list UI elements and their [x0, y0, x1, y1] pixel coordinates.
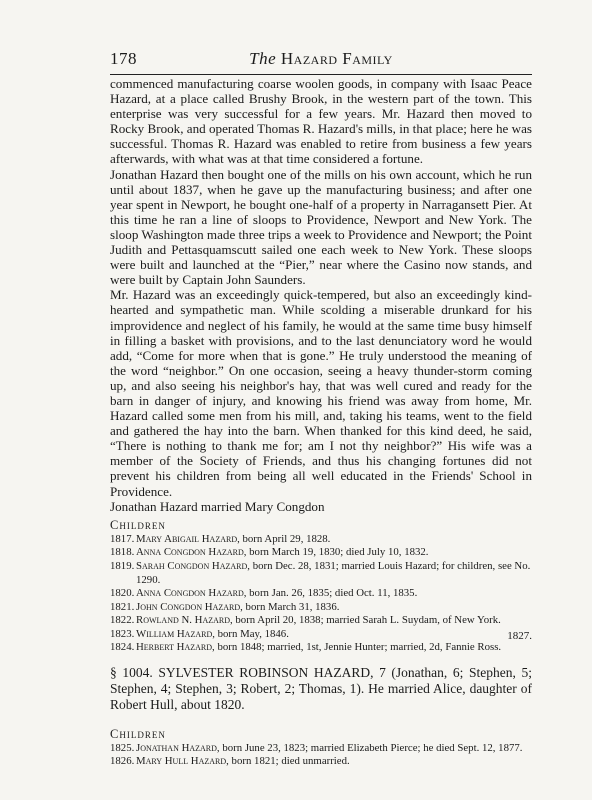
paragraph-4: Jonathan Hazard married Mary Congdon	[110, 498, 325, 514]
list-item: 1819. Sarah Congdon Hazard, born Dec. 28, 1831; married Louis Hazard; for children, see No.	[110, 559, 531, 572]
running-title	[110, 49, 532, 69]
list-item: 1823. William Hazard, born May, 1846.	[110, 627, 289, 640]
catchword: 1827.	[507, 630, 532, 642]
paragraph-1: commenced manufacturing coarse woolen goods, in company with Isaac Peace Hazard, at a place called Brushy Brook, in the western part of the town. This enterprise was very successful for a few years. Mr. Hazard then moved to Rocky Brook, and operated Thomas R. Hazard's mills, in that place; here he was successful. Thomas R. Hazard was enabled to retire from business a few years afterwards, with what was at that time considered a fortune.	[110, 76, 532, 167]
list-item-continuation: 1290.	[136, 573, 161, 586]
list-item: 1818. Anna Congdon Hazard, born March 19, 1830; died July 10, 1832.	[110, 546, 429, 559]
header-rule	[110, 74, 532, 75]
running-header	[110, 49, 532, 71]
genealogy-entry-1004: § 1004. SYLVESTER ROBINSON HAZARD, 7 (Jonathan, 6; Stephen, 5; Stephen, 4; Stephen, 3; Robert, 2; Thomas, 1). He married Alice, daughter of Robert Hull, about 1820.	[110, 665, 532, 713]
list-item: 1817. Mary Abigail Hazard, born April 29, 1828.	[110, 532, 331, 545]
children-list-1	[110, 533, 532, 655]
running-title-the: The	[249, 49, 277, 68]
running-title-rest: Hazard Family	[280, 49, 393, 68]
page-body	[110, 76, 532, 769]
children-list-2	[110, 742, 532, 769]
list-item: 1826. Mary Hull Hazard, born 1821; died unmarried.	[110, 755, 350, 768]
list-item: 1825. Jonathan Hazard, born June 23, 1823; married Elizabeth Pierce; he died Sept. 12, 1877.	[110, 741, 523, 754]
children-heading-1: Children	[110, 517, 166, 532]
list-item: 1822. Rowland N. Hazard, born April 20, 1838; married Sarah L. Suydam, of New York.	[110, 614, 501, 627]
paragraph-2: Jonathan Hazard then bought one of the mills on his own account, which he run until about 1837, when he gave up the manufacturing business; and after one year spent in Newport, he bought one-half of a property in Narragansett Pier. At this time he ran a line of sloops to Providence, Newport and New York. The sloop Washington made three trips a week to Providence and Newport; the Point Judith and Pettasquamscutt sailed one each week to New York. These sloops were built and launched at the “Pier,” near where the Casino now stands, and were built by Captain John Saunders.	[110, 166, 532, 288]
list-item: 1821. John Congdon Hazard, born March 31, 1836.	[110, 600, 340, 613]
paragraph-3: Mr. Hazard was an exceedingly quick-tempered, but also an exceedingly kind-hearted and sympathetic man. While scolding a miserable drunkard for his improvidence and neglect of his family, he would at the same time busy himself in filling a basket with provisions, and to the last denunciatory word he would add, “Come for more when that is gone.” He truly understood the meaning of the word “neighbor.” On one occasion, seeing a heavy thunder-storm coming up, and also seeing his neighbor's hay, that was well cured and ready for the barn in danger of injury, and knowing his friend was away from home, Mr. Hazard called some men from his mill, and, taking his teams, went to the field and gathered the hay into the barn. When thanked for this kind deed, he said, “There is nothing to thank me for; am I not thy neighbor?” His wife was a member of the Society of Friends, and thus his changing fortunes did not prevent his children from being all well educated in the Friends' School in Providence.	[110, 287, 532, 499]
list-item: 1820. Anna Congdon Hazard, born Jan. 26, 1835; died Oct. 11, 1835.	[110, 587, 418, 600]
children-heading-2: Children	[110, 726, 166, 741]
list-item: 1824. Herbert Hazard, born 1848; married, 1st, Jennie Hunter; married, 2d, Fannie Ross.	[110, 641, 502, 654]
page-number: 178	[110, 49, 137, 68]
